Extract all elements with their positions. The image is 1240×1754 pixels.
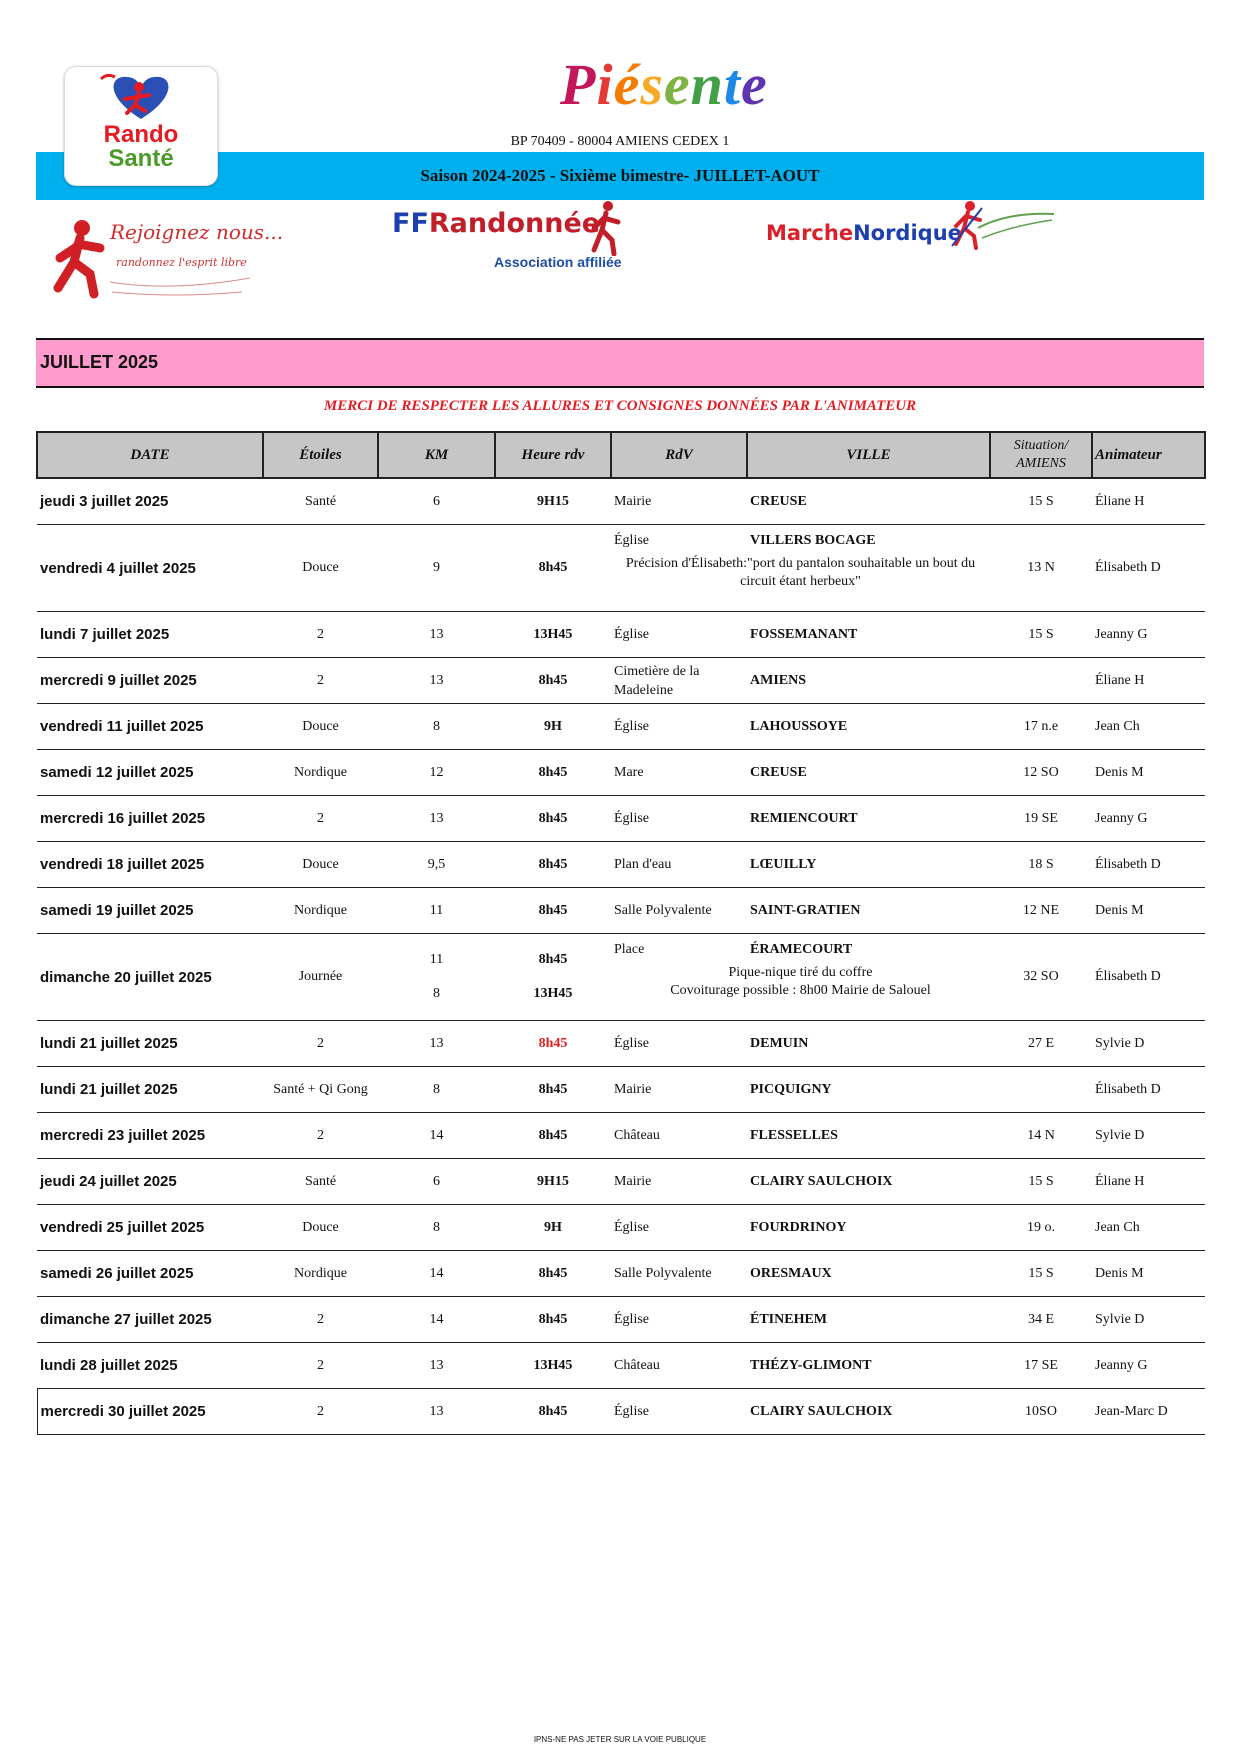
table-row	[37, 1297, 1205, 1343]
rdv-value: Mairie	[614, 1174, 652, 1189]
cell-heure: 9H15	[495, 478, 611, 525]
col-header-situation	[990, 432, 1092, 478]
rdv-value: Mairie	[614, 494, 652, 509]
cell-heure: 8h45	[495, 525, 611, 612]
rando-sante-logo	[64, 66, 218, 186]
cell-ville: CREUSE	[747, 750, 990, 796]
cell-date: mercredi 23 juillet 2025	[37, 1113, 263, 1159]
cell-situation: 15 S	[990, 1251, 1092, 1297]
rdv-value: Église	[614, 811, 649, 826]
title-letter: e	[663, 52, 691, 117]
cell-etoiles: Santé	[263, 478, 378, 525]
cell-animateur: Jeanny G	[1092, 1343, 1205, 1389]
note-line-2: Covoiturage possible : 8h00 Mairie de Salouel	[670, 983, 931, 998]
cell-date: jeudi 24 juillet 2025	[37, 1159, 263, 1205]
table-header-row	[37, 432, 1205, 478]
table-row	[37, 658, 1205, 704]
rdv-value: Église	[614, 1220, 649, 1235]
cell-etoiles: Santé + Qi Gong	[263, 1067, 378, 1113]
km-value: 11	[429, 952, 444, 967]
cell-km: 8	[378, 704, 495, 750]
cell-animateur: Jean Ch	[1092, 1205, 1205, 1251]
cell-situation: 19 SE	[990, 796, 1092, 842]
cell-animateur: Denis M	[1092, 1251, 1205, 1297]
cell-heure: 13H45	[495, 1343, 611, 1389]
cell-heure: 9H	[495, 1205, 611, 1251]
postal-address: BP 70409 - 80004 AMIENS CEDEX 1	[510, 134, 730, 149]
cell-etoiles: Santé	[263, 1159, 378, 1205]
row-note	[614, 555, 987, 591]
nordique-word: Nordique	[853, 221, 962, 245]
table-row	[37, 888, 1205, 934]
ffrandonnee-logo-text	[392, 208, 600, 239]
cell-situation: 15 S	[990, 1159, 1092, 1205]
cell-ville: FOURDRINOY	[747, 1205, 990, 1251]
cell-km: 13	[378, 796, 495, 842]
cell-heure: 8h45	[495, 750, 611, 796]
cell-etoiles: 2	[263, 1021, 378, 1067]
col-header-heure: Heure rdv	[495, 432, 611, 478]
cell-etoiles: Douce	[263, 525, 378, 612]
col-header-ville: VILLE	[747, 432, 990, 478]
cell-ville: CREUSE	[747, 478, 990, 525]
table-row	[37, 750, 1205, 796]
cell-etoiles: 2	[263, 1343, 378, 1389]
cell-rdv	[611, 704, 747, 750]
cell-rdv	[611, 1021, 747, 1067]
cell-rdv	[611, 1297, 747, 1343]
rdv-value: Église	[614, 1312, 649, 1327]
cell-etoiles: 2	[263, 1389, 378, 1435]
sante-word: Santé	[108, 145, 174, 172]
cell-ville: CLAIRY SAULCHOIX	[747, 1389, 990, 1435]
cell-animateur: Éliane H	[1092, 658, 1205, 704]
heart-walker-icon	[65, 67, 217, 127]
table-row	[37, 934, 1205, 1021]
cell-rdv	[611, 796, 747, 842]
cell-etoiles: 2	[263, 1297, 378, 1343]
randonnee-word: Randonnée	[428, 208, 601, 239]
table-row	[37, 1205, 1205, 1251]
title-letter: P	[560, 52, 597, 117]
cell-situation: 17 SE	[990, 1343, 1092, 1389]
cell-ville: LAHOUSSOYE	[747, 704, 990, 750]
rdv-value: Château	[614, 1358, 660, 1373]
cell-km: 14	[378, 1113, 495, 1159]
note-line: Précision d'Élisabeth:"port du pantalon souhaitable un bout du circuit étant herbeux"	[625, 556, 976, 589]
cell-animateur: Jean Ch	[1092, 704, 1205, 750]
cell-ville: FOSSEMANANT	[747, 612, 990, 658]
cell-ville: AMIENS	[747, 658, 990, 704]
cell-situation: 34 E	[990, 1297, 1092, 1343]
cell-date: dimanche 20 juillet 2025	[37, 934, 263, 1021]
cell-animateur: Éliane H	[1092, 478, 1205, 525]
cell-date: samedi 12 juillet 2025	[37, 750, 263, 796]
table-row	[37, 1343, 1205, 1389]
cell-ville: LŒUILLY	[747, 842, 990, 888]
cell-date: dimanche 27 juillet 2025	[37, 1297, 263, 1343]
cell-heure: 9H15	[495, 1159, 611, 1205]
rdv-value: Plan d'eau	[614, 857, 672, 872]
ff-letters: FF	[392, 208, 429, 239]
cell-situation: 13 N	[990, 525, 1092, 612]
cell-heure: 9H	[495, 704, 611, 750]
cell-animateur: Jeanny G	[1092, 796, 1205, 842]
cell-ville: CLAIRY SAULCHOIX	[747, 1159, 990, 1205]
footer-note: IPNS-NE PAS JETER SUR LA VOIE PUBLIQUE	[533, 1735, 707, 1744]
rdv-value: Église	[614, 533, 649, 548]
rdv-value: Salle Polyvalente	[614, 903, 712, 918]
col-header-date: DATE	[37, 432, 263, 478]
nordic-walker-icon	[948, 198, 1058, 258]
cell-km: 14	[378, 1297, 495, 1343]
cell-etoiles: Douce	[263, 704, 378, 750]
cell-heure: 8h45	[495, 1021, 611, 1067]
cell-etoiles: Douce	[263, 1205, 378, 1251]
month-band	[36, 338, 1204, 388]
cell-situation: 14 N	[990, 1113, 1092, 1159]
table-row	[37, 1021, 1205, 1067]
cell-animateur: Jean-Marc D	[1092, 1389, 1205, 1435]
cell-situation: 32 SO	[990, 934, 1092, 1021]
cell-date: vendredi 25 juillet 2025	[37, 1205, 263, 1251]
cell-situation: 12 NE	[990, 888, 1092, 934]
cell-ville: PICQUIGNY	[747, 1067, 990, 1113]
cell-ville: REMIENCOURT	[747, 796, 990, 842]
cell-date: vendredi 11 juillet 2025	[37, 704, 263, 750]
marche-nordique-logo-text	[766, 221, 962, 245]
col-header-km: KM	[378, 432, 495, 478]
cell-date: lundi 7 juillet 2025	[37, 612, 263, 658]
table-row	[37, 842, 1205, 888]
ffrandonnee-subtitle: Association affiliée	[494, 254, 622, 270]
cell-rdv	[611, 612, 747, 658]
cell-heure: 13H45	[495, 612, 611, 658]
rando-word: Rando	[103, 121, 179, 148]
cell-situation: 19 o.	[990, 1205, 1092, 1251]
cell-animateur: Sylvie D	[1092, 1021, 1205, 1067]
cell-rdv	[611, 842, 747, 888]
title-letter: é	[613, 52, 641, 117]
cell-rdv	[611, 1389, 747, 1435]
rdv-value: Église	[614, 1036, 649, 1051]
cell-km: 8	[378, 1205, 495, 1251]
heure-value: 8h45	[538, 952, 568, 967]
cell-rdv	[611, 478, 747, 525]
cell-date: mercredi 16 juillet 2025	[37, 796, 263, 842]
cell-etoiles: Nordique	[263, 888, 378, 934]
title-letter: e	[741, 52, 768, 117]
cell-ville: ORESMAUX	[747, 1251, 990, 1297]
cell-situation	[990, 658, 1092, 704]
cell-etoiles: 2	[263, 796, 378, 842]
cell-km: 6	[378, 1159, 495, 1205]
cell-heure: 8h45	[495, 1297, 611, 1343]
title-letter: n	[690, 52, 724, 117]
cell-km: 14	[378, 1251, 495, 1297]
cell-animateur: Denis M	[1092, 750, 1205, 796]
situation-header-line2: AMIENS	[1016, 456, 1066, 471]
cell-rdv	[611, 1159, 747, 1205]
cell-animateur: Élisabeth D	[1092, 842, 1205, 888]
cell-situation: 15 S	[990, 612, 1092, 658]
cell-animateur: Sylvie D	[1092, 1297, 1205, 1343]
rdv-value: Église	[614, 1404, 649, 1419]
cell-rdv	[611, 750, 747, 796]
cell-heure: 8h45	[495, 1389, 611, 1435]
cell-heure: 8h45	[495, 1251, 611, 1297]
page-title	[560, 50, 910, 120]
rdv-value: Place	[614, 942, 645, 957]
cell-animateur: Élisabeth D	[1092, 934, 1205, 1021]
schedule-table	[36, 431, 1206, 1435]
situation-header-line1: Situation/	[1013, 438, 1069, 453]
cell-date: lundi 28 juillet 2025	[37, 1343, 263, 1389]
title-letter: i	[596, 52, 614, 117]
cell-date: vendredi 4 juillet 2025	[37, 525, 263, 612]
cell-km: 13	[378, 612, 495, 658]
cell-heure: 8h45	[495, 1067, 611, 1113]
cell-km: 12	[378, 750, 495, 796]
cell-heure	[495, 934, 611, 1021]
cell-rdv	[611, 1067, 747, 1113]
cell-ville: FLESSELLES	[747, 1113, 990, 1159]
cell-situation: 15 S	[990, 478, 1092, 525]
rejoignez-subtitle: randonnez l'esprit libre	[116, 256, 247, 269]
table-row	[37, 525, 1205, 612]
table-row	[37, 478, 1205, 525]
table-row	[37, 796, 1205, 842]
cell-km: 11	[378, 888, 495, 934]
cell-etoiles: Douce	[263, 842, 378, 888]
cell-date: mercredi 30 juillet 2025	[37, 1389, 263, 1435]
table-row	[37, 704, 1205, 750]
cell-rdv	[611, 888, 747, 934]
title-letter: t	[723, 52, 742, 117]
cell-situation: 18 S	[990, 842, 1092, 888]
cell-date: samedi 19 juillet 2025	[37, 888, 263, 934]
cell-etoiles: 2	[263, 658, 378, 704]
cell-date: vendredi 18 juillet 2025	[37, 842, 263, 888]
rejoignez-nous-text: Rejoignez nous...	[110, 220, 284, 244]
cell-date: samedi 26 juillet 2025	[37, 1251, 263, 1297]
cell-animateur: Éliane H	[1092, 1159, 1205, 1205]
rdv-value: Église	[614, 627, 649, 642]
table-row	[37, 1389, 1205, 1435]
cell-situation	[990, 1067, 1092, 1113]
heure-value-2: 13H45	[533, 986, 573, 1001]
km-value-2: 8	[433, 986, 440, 1001]
rdv-value: Salle Polyvalente	[614, 1266, 712, 1281]
col-header-rdv: RdV	[611, 432, 747, 478]
cell-etoiles: Journée	[263, 934, 378, 1021]
cell-rdv	[611, 1113, 747, 1159]
rdv-value: Château	[614, 1128, 660, 1143]
cell-heure: 8h45	[495, 1113, 611, 1159]
cell-rdv	[611, 1251, 747, 1297]
cell-ville: THÉZY-GLIMONT	[747, 1343, 990, 1389]
cell-date: lundi 21 juillet 2025	[37, 1067, 263, 1113]
cell-date: lundi 21 juillet 2025	[37, 1021, 263, 1067]
cell-heure: 8h45	[495, 796, 611, 842]
cell-rdv	[611, 1343, 747, 1389]
cell-etoiles: 2	[263, 1113, 378, 1159]
cell-situation: 27 E	[990, 1021, 1092, 1067]
cell-heure: 8h45	[495, 888, 611, 934]
cell-km	[378, 934, 495, 1021]
cell-ville: ÉTINEHEM	[747, 1297, 990, 1343]
cell-etoiles: Nordique	[263, 1251, 378, 1297]
cell-date: jeudi 3 juillet 2025	[37, 478, 263, 525]
cell-rdv	[611, 658, 747, 704]
cell-km: 9	[378, 525, 495, 612]
table-row	[37, 612, 1205, 658]
cell-heure: 8h45	[495, 842, 611, 888]
table-row	[37, 1113, 1205, 1159]
cell-date: mercredi 9 juillet 2025	[37, 658, 263, 704]
cell-km: 13	[378, 1343, 495, 1389]
hiker-icon	[588, 200, 624, 256]
cell-situation: 10SO	[990, 1389, 1092, 1435]
cell-situation: 17 n.e	[990, 704, 1092, 750]
cell-km: 6	[378, 478, 495, 525]
cell-km: 8	[378, 1067, 495, 1113]
cell-animateur: Sylvie D	[1092, 1113, 1205, 1159]
season-title: Saison 2024-2025 - Sixième bimestre- JUILLET-AOUT	[420, 166, 820, 185]
table-row	[37, 1159, 1205, 1205]
rdv-value: Cimetière de la Madeleine	[614, 663, 700, 698]
cell-etoiles: 2	[263, 612, 378, 658]
schedule-rows	[37, 478, 1205, 1435]
cell-km: 9,5	[378, 842, 495, 888]
rdv-value: Mare	[614, 765, 644, 780]
table-row	[37, 1067, 1205, 1113]
row-note	[614, 964, 987, 1000]
col-header-etoiles: Étoiles	[263, 432, 378, 478]
month-title: JUILLET 2025	[40, 352, 159, 372]
cell-ville: ÉRAMECOURT	[747, 934, 990, 1021]
cell-ville: DEMUIN	[747, 1021, 990, 1067]
cell-heure: 8h45	[495, 658, 611, 704]
marche-word: Marche	[766, 221, 854, 245]
cell-etoiles: Nordique	[263, 750, 378, 796]
cell-km: 13	[378, 1389, 495, 1435]
cell-animateur: Jeanny G	[1092, 612, 1205, 658]
cell-animateur: Élisabeth D	[1092, 525, 1205, 612]
cell-rdv	[611, 1205, 747, 1251]
cell-ville: SAINT-GRATIEN	[747, 888, 990, 934]
cell-km: 13	[378, 658, 495, 704]
rdv-value: Mairie	[614, 1082, 652, 1097]
cell-animateur: Élisabeth D	[1092, 1067, 1205, 1113]
cell-situation: 12 SO	[990, 750, 1092, 796]
table-row	[37, 1251, 1205, 1297]
note-line: Pique-nique tiré du coffre	[728, 965, 873, 980]
col-header-animateur: Animateur	[1092, 432, 1205, 478]
rdv-value: Église	[614, 719, 649, 734]
title-letter: s	[640, 52, 664, 117]
cell-km: 13	[378, 1021, 495, 1067]
cell-animateur: Denis M	[1092, 888, 1205, 934]
cell-ville: VILLERS BOCAGE	[747, 525, 990, 612]
pace-notice: MERCI DE RESPECTER LES ALLURES ET CONSIGNES DONNÉES PAR L'ANIMATEUR	[323, 398, 917, 414]
